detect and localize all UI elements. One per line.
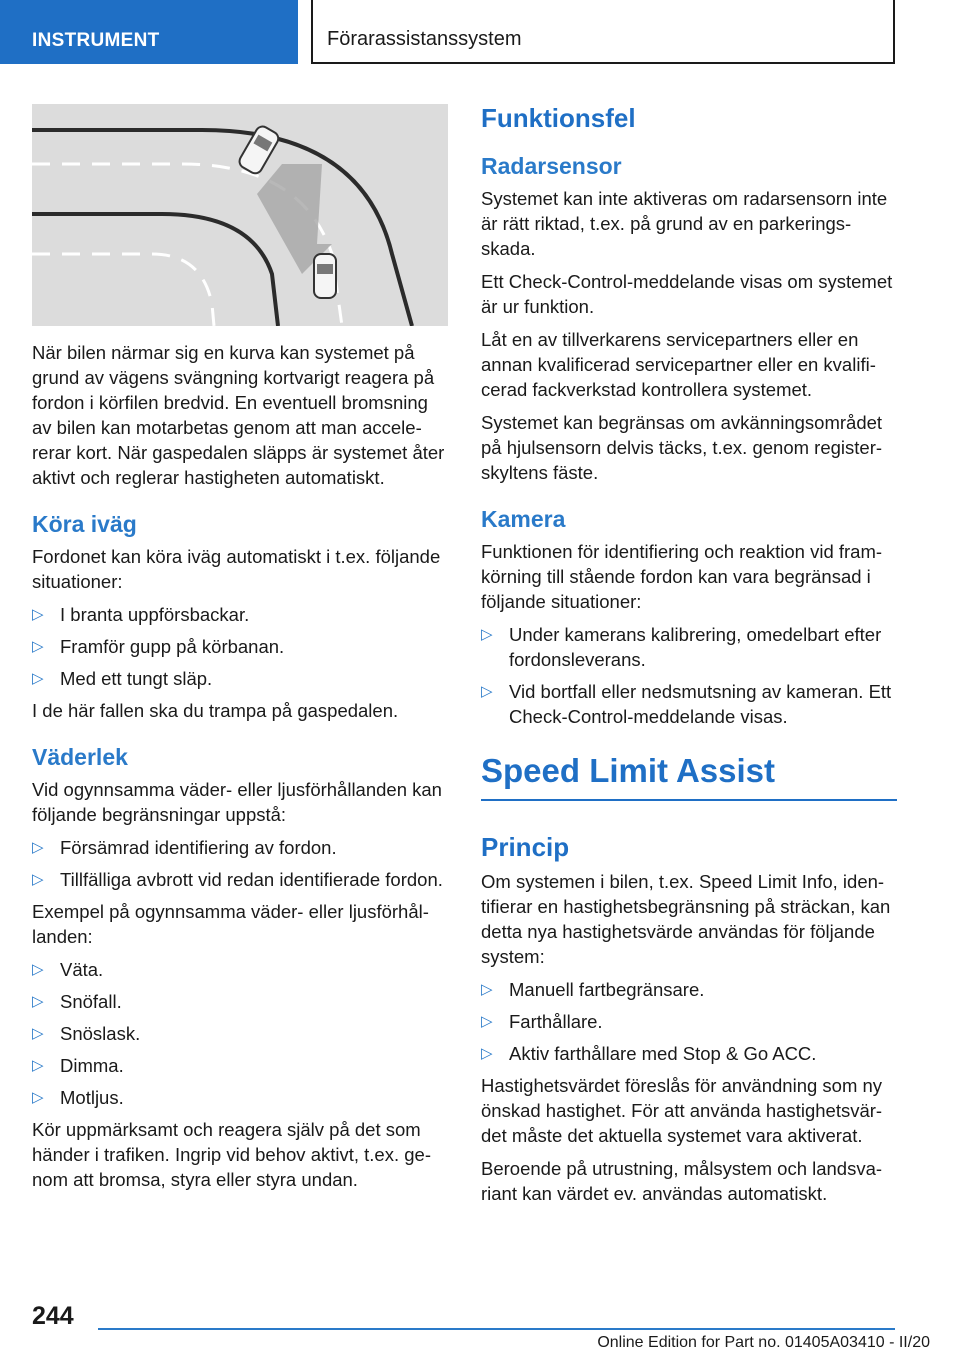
kamera-text: Funktionen för identifiering och reaktion vid framkörning till stående fordon kan vara begränsad i följande situationer:: [481, 541, 883, 612]
list-item: ▷ Vid bortfall eller nedsmutsning av kameran. Ett Check-Control-meddelande visas.: [481, 681, 892, 727]
radar-paragraph-2: Ett Check-Control-meddelande visas om systemet är ur funktion.: [481, 271, 893, 317]
list-item: ▷ Väta.: [32, 959, 104, 980]
heading-kamera: Kamera: [481, 506, 566, 532]
bullet-triangle-icon: ▷: [481, 981, 493, 998]
vader-text: Vid ogynnsamma väder- eller ljusförhållanden kan följande begränsningar uppstå:: [32, 779, 442, 825]
vader-list: [32, 835, 450, 892]
list-item: ▷ Med ett tungt släp.: [32, 668, 213, 689]
exempel-list: [32, 957, 450, 1110]
left-column: [32, 100, 450, 1200]
bullet-triangle-icon: ▷: [32, 670, 44, 687]
heading-vaderlek: Väderlek: [32, 744, 128, 770]
list-item: ▷ Farthållare.: [481, 1011, 603, 1032]
bullet-triangle-icon: ▷: [32, 961, 44, 978]
radar-paragraph-4: Systemet kan begränsas om avkänningsområdet på hjulsensorn delvis täcks, t.ex. genom registerskyltens fäste.: [481, 412, 883, 483]
intro-paragraph: När bilen närmar sig en kurva kan systemet på grund av vägens svängning kortvarigt reagera på fordon i körfilen bredvid. En eventuell bromsning av bilen kan motarbetas genom att man accelererar kort. När gaspedalen släpps är systemet åter aktivt och reglerar hastigheten automatiskt.: [32, 342, 445, 488]
right-column: [481, 100, 897, 1214]
bullet-triangle-icon: ▷: [481, 1045, 493, 1062]
princip-paragraph-3: Beroende på utrustning, målsystem och landsvariant kan värdet ev. användas automatiskt.: [481, 1158, 883, 1204]
list-item: ▷ Snöfall.: [32, 991, 122, 1012]
princip-paragraph-2: Hastighetsvärdet föreslås för användning som ny önskad hastighet. För att använda hastighetsvärdet måste det aktuella systemet vara aktiverat.: [481, 1075, 883, 1146]
radar-paragraph-1: Systemet kan inte aktiveras om radarsensorn inte är rätt riktad, t.ex. på grund av en parkeringsskada.: [481, 188, 888, 259]
heading-speed-limit-assist: Speed Limit Assist: [481, 751, 897, 801]
bullet-triangle-icon: ▷: [32, 638, 44, 655]
heading-princip: Princip: [481, 832, 570, 862]
bullet-triangle-icon: ▷: [481, 1013, 493, 1030]
kora-list: [32, 602, 450, 691]
bullet-triangle-icon: ▷: [32, 1057, 44, 1074]
bullet-triangle-icon: ▷: [32, 1025, 44, 1042]
kamera-list: [481, 622, 897, 729]
closing-paragraph: Kör uppmärksamt och reagera själv på det som händer i trafiken. Ingrip vid behov aktivt, t.ex. genom att bromsa, styra eller styra undan.: [32, 1119, 431, 1190]
bullet-triangle-icon: ▷: [32, 839, 44, 856]
heading-funktionsfel: Funktionsfel: [481, 103, 636, 133]
bullet-triangle-icon: ▷: [32, 606, 44, 623]
header-chapter-tab: INSTRUMENT: [0, 0, 298, 64]
kora-after: I de här fallen ska du trampa på gaspedalen.: [32, 700, 399, 721]
list-item: ▷ Under kamerans kalibrering, omedelbart efter fordonsleverans.: [481, 624, 882, 670]
exempel-text: Exempel på ogynnsamma väder- eller ljusförhållanden:: [32, 901, 429, 947]
radar-paragraph-3: Låt en av tillverkarens servicepartners eller en annan kvalificerad servicepartner eller en kvalificerad fackverkstad kontrollera systemet.: [481, 329, 876, 400]
footer-edition: Online Edition for Part no. 01405A03410 - II/20: [597, 1334, 930, 1351]
kora-text: Fordonet kan köra iväg automatiskt i t.ex. följande situationer:: [32, 546, 441, 592]
bullet-triangle-icon: ▷: [481, 683, 493, 700]
list-item: ▷ I branta uppförsbackar.: [32, 604, 250, 625]
car-top-icon-2: [314, 254, 336, 298]
heading-kora-ivag: Köra iväg: [32, 511, 137, 537]
princip-list: [481, 977, 897, 1066]
footer-divider: [98, 1328, 895, 1330]
list-item: ▷ Framför gupp på körbanan.: [32, 636, 285, 657]
bullet-triangle-icon: ▷: [32, 993, 44, 1010]
bullet-triangle-icon: ▷: [32, 871, 44, 888]
list-item: ▷ Snöslask.: [32, 1023, 141, 1044]
list-item: ▷ Försämrad identifiering av fordon.: [32, 837, 337, 858]
list-item: ▷ Motljus.: [32, 1087, 124, 1108]
heading-radarsensor: Radarsensor: [481, 153, 622, 179]
bullet-triangle-icon: ▷: [32, 1089, 44, 1106]
list-item: ▷ Tillfälliga avbrott vid redan identifierade fordon.: [32, 869, 443, 890]
curve-road-illustration: [32, 104, 448, 326]
page-number: 244: [32, 1302, 74, 1330]
princip-text: Om systemen i bilen, t.ex. Speed Limit Info, identifierar en hastighetsbegränsning på sträckan, kan detta nya hastighetsvärde användas för följande system:: [481, 871, 891, 967]
list-item: ▷ Aktiv farthållare med Stop & Go ACC.: [481, 1043, 817, 1064]
bullet-triangle-icon: ▷: [481, 626, 493, 643]
header-section-title: Förarassistanssystem: [311, 0, 895, 64]
list-item: ▷ Manuell fartbegränsare.: [481, 979, 705, 1000]
list-item: ▷ Dimma.: [32, 1055, 124, 1076]
